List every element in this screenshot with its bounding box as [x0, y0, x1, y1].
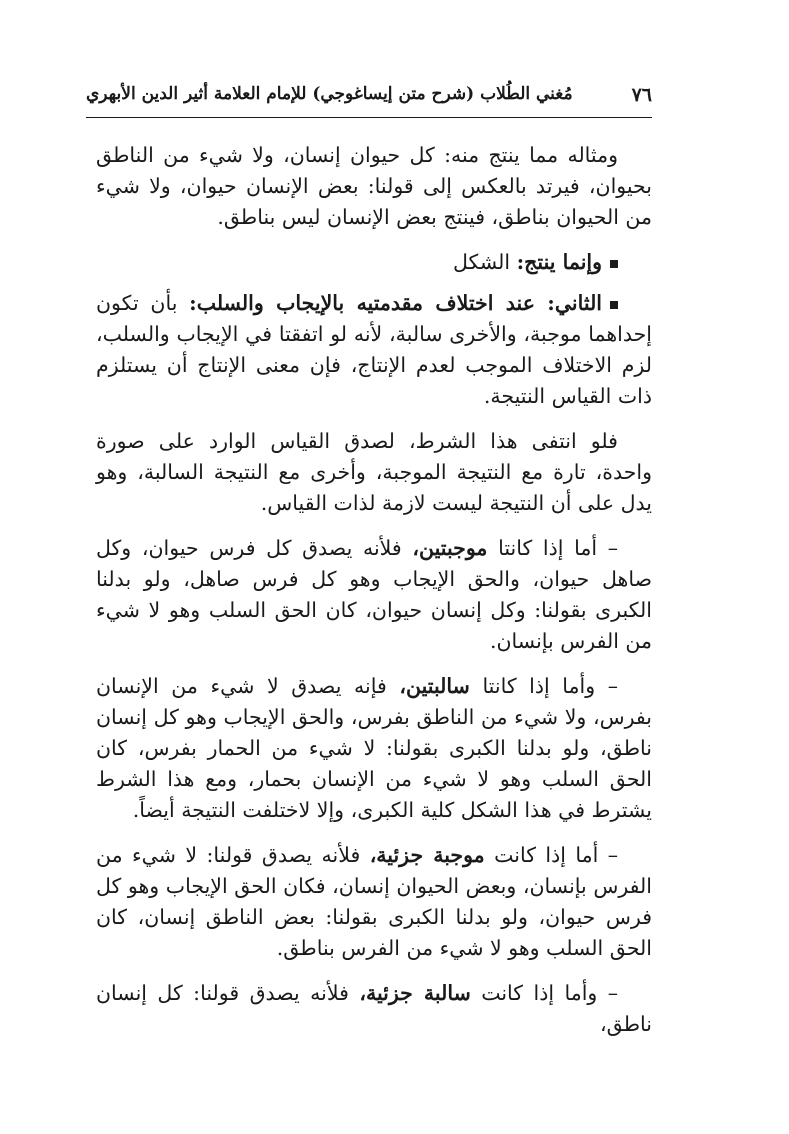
paragraph-example [96, 140, 652, 233]
paragraph-text: بأن تكون إحداهما موجبة، والأخرى سالبة، لأنه لو اتفقتا في الإيجاب والسلب، لزم الاختلاف الموجب لعدم الإنتاج، فإن معنى الإنتاج أن يستلزم ذات القياس النتيجة. [96, 291, 652, 408]
paragraph-condition-heading [96, 247, 652, 278]
paragraph-text: فلأنه يصدق كل فرس حيوان، وكل صاهل حيوان، والحق الإيجاب وهو كل فرس صاهل، ولو بدلنا الكبرى بقولنا: وكل إنسان حيوان، كان الحق السلب وهو لا شيء من الفرس بإنسان. [96, 536, 652, 653]
paragraph-bold: موجبتين، [412, 536, 488, 560]
paragraph-bold: الثاني: عند اختلاف مقدمتيه بالإيجاب والسلب: [189, 291, 603, 315]
paragraph-lead: – أما إذا كانت [494, 843, 618, 867]
page-header [86, 78, 652, 116]
paragraph-bold: موجبة جزئية، [369, 843, 485, 867]
paragraph-text: فلأنه يصدق قولنا: كل إنسان ناطق، [96, 981, 652, 1036]
running-title: مُغني الطُلاب (شرح متن إيساغوجي) للإمام العلامة أثير الدين الأبهري [86, 84, 573, 104]
paragraph-lead: – وأما إذا كانتا [482, 674, 618, 698]
square-bullet-icon [610, 260, 618, 268]
paragraph-bold: وإنما ينتج: [516, 250, 602, 274]
paragraph-lead: – أما إذا كانتا [498, 536, 618, 560]
paragraph-text: فلو انتفى هذا الشرط، لصدق القياس الوارد على صورة واحدة، تارة مع النتيجة الموجبة، وأخرى مع النتيجة السالبة، وهو يدل على أن النتيجة ليست لازمة لذات القياس. [96, 429, 652, 515]
page-number: ٧٦ [631, 84, 652, 106]
paragraph-second-figure [96, 288, 652, 412]
header-rule [86, 117, 652, 118]
paragraph-lead: – وأما إذا كانت [481, 981, 618, 1005]
square-bullet-icon [610, 301, 618, 309]
paragraph-text: ومثاله مما ينتج منه: كل حيوان إنسان، ولا شيء من الناطق بحيوان، فيرتد بالعكس إلى قولنا: بعض الإنسان حيوان، ولا شيء من الحيوان بناطق، فينتج بعض الإنسان ليس بناطق. [96, 143, 652, 229]
paragraph-text: الشكل [452, 250, 517, 274]
paragraph-condition-absent [96, 426, 652, 519]
paragraph-bold: سالبتين، [399, 674, 470, 698]
paragraph-two-negatives [96, 671, 652, 826]
paragraph-particular-negative [96, 978, 652, 1040]
paragraph-particular-affirmative [96, 840, 652, 964]
paragraph-text: فلأنه يصدق قولنا: لا شيء من الفرس بإنسان، وبعض الحيوان إنسان، فكان الحق الإيجاب وهو كل فرس حيوان، ولو بدلنا الكبرى بقولنا: بعض الناطق إنسان، كان الحق السلب وهو لا شيء من الفرس بناطق. [96, 843, 652, 960]
body-text [96, 140, 652, 1054]
paragraph-text: فإنه يصدق لا شيء من الإنسان بفرس، ولا شيء من الناطق بفرس، والحق الإيجاب وهو كل إنسان ناطق، ولو بدلنا الكبرى بقولنا: لا شيء من الحمار بفرس، كان الحق السلب وهو لا شيء من الإنسان بحمار، ومع هذا الشرط يشترط في هذا الشكل كلية الكبرى، وإلا لاختلفت النتيجة أيضاً. [96, 674, 652, 822]
paragraph-bold: سالبة جزئية، [359, 981, 471, 1005]
paragraph-two-affirmatives [96, 533, 652, 657]
